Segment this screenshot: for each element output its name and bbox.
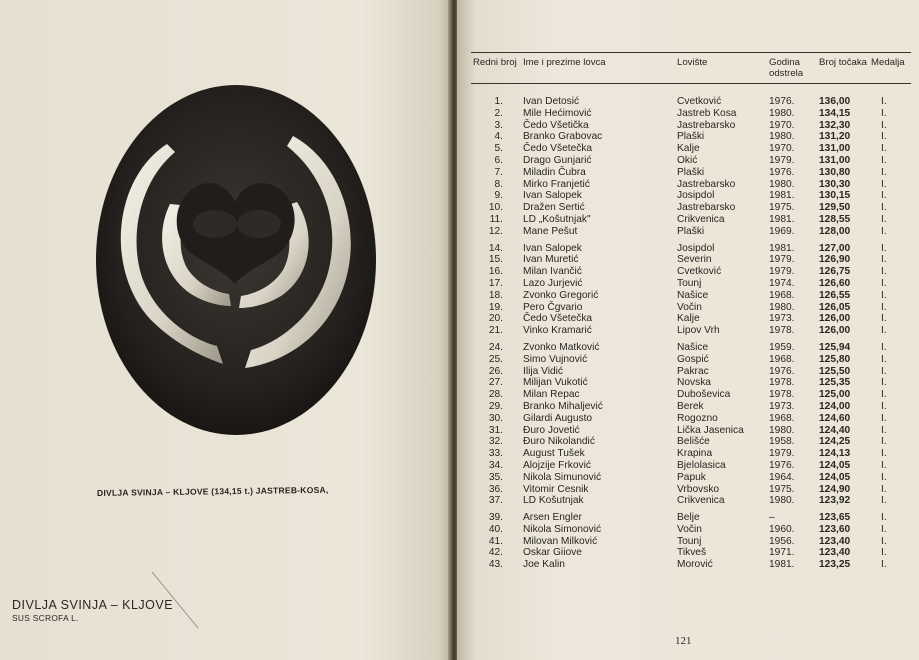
cell-year: 1979. [769,154,795,166]
cell-points: 126,60 [819,277,851,289]
cell-points: 128,00 [819,225,851,237]
table-row [471,377,911,389]
table-row [471,484,911,496]
table-row [471,354,911,366]
cell-area: Bjelolasica [677,459,726,471]
table-row [471,278,911,290]
cell-area: Josipdol [677,190,715,202]
cell-name: Branko Grabovac [523,131,603,143]
cell-no: 30. [488,412,503,424]
cell-year: 1968. [769,353,795,365]
cell-no: 19. [488,301,503,313]
cell-points: 125,80 [819,353,851,365]
cell-medal: I. [881,459,887,471]
cell-area: Plaški [677,225,705,237]
table-row [471,155,911,167]
cell-year: 1981. [769,213,795,225]
cell-year: 1980. [769,301,795,313]
cell-no: 35. [488,471,503,483]
cell-no: 26. [488,365,503,377]
cell-medal: I. [881,190,887,202]
cell-medal: I. [881,96,887,107]
cell-name: Milijan Vukotić [523,377,588,389]
cell-area: Morović [677,559,713,571]
cell-name: Mirko Franjetić [523,178,590,190]
cell-medal: I. [881,341,887,353]
cell-year: 1973. [769,313,795,325]
cell-name: Ilija Vidić [523,365,564,377]
cell-name: Mile Hećimović [523,107,592,119]
table-row [471,507,911,524]
cell-no: 28. [488,389,503,401]
cell-area: Novska [677,377,711,389]
cell-year: 1980. [769,424,795,436]
cell-name: Ivan Salopek [523,242,582,254]
cell-medal: I. [881,131,887,143]
cell-points: 124,25 [819,436,851,448]
table-row [471,536,911,548]
cell-points: 129,50 [819,202,851,214]
cell-area: Rogozno [677,412,718,424]
section-subtitle: SUS SCROFA L. [12,613,79,623]
cell-no: 4. [494,131,503,143]
cell-year: 1958. [769,436,795,448]
header-points: Broj točaka [817,53,869,84]
table-spacer [471,84,911,97]
cell-medal: I. [881,353,887,365]
cell-area: Severin [677,254,712,266]
table-row [471,131,911,143]
table-row [471,448,911,460]
header-no: Redni broj [471,53,521,84]
cell-points: 127,00 [819,242,851,254]
table-row [471,120,911,132]
table-row [471,143,911,155]
cell-points: 124,05 [819,459,851,471]
cell-points: 124,05 [819,471,851,483]
cell-no: 15. [488,254,503,266]
cell-area: Jastrebarsko [677,178,736,190]
cell-no: 27. [488,377,503,389]
cell-no: 3. [494,119,503,131]
table-row [471,460,911,472]
cell-year: 1968. [769,412,795,424]
cell-area: Tounj [677,277,702,289]
table-row [471,190,911,202]
cell-area: Okić [677,154,698,166]
cell-name: LD Košutnjak [523,495,584,507]
cell-year: 1981. [769,559,795,571]
cell-area: Belišće [677,436,710,448]
cell-year: 1980. [769,107,795,119]
table-row [471,389,911,401]
cell-name: Zvonko Matković [523,341,600,353]
cell-area: Crikvenica [677,213,725,225]
cell-no: 37. [488,495,503,507]
table-row [471,425,911,437]
cell-no: 39. [488,512,503,524]
cell-year: 1979. [769,448,795,460]
cell-medal: I. [881,559,887,571]
table-row [471,401,911,413]
cell-name: Vinko Kramarić [523,325,592,337]
table-row [471,313,911,325]
cell-medal: I. [881,266,887,278]
cell-name: Joe Kalin [523,559,565,571]
cell-area: Josipdol [677,242,715,254]
cell-name: Nikola Simonović [523,523,602,535]
table-row [471,226,911,238]
cell-medal: I. [881,471,887,483]
cell-points: 126,05 [819,301,851,313]
cell-points: 125,35 [819,377,851,389]
cell-points: 124,90 [819,483,851,495]
cell-year: 1978. [769,325,795,337]
table-row [471,238,911,255]
cell-medal: I. [881,178,887,190]
table-row [471,524,911,536]
table-row [471,436,911,448]
cell-name: Arsen Engler [523,512,582,524]
cell-year: 1979. [769,254,795,266]
cell-no: 31. [488,424,503,436]
cell-area: Našice [677,289,709,301]
cell-medal: I. [881,325,887,337]
cell-medal: I. [881,202,887,214]
cell-area: Vrbovsko [677,483,720,495]
cell-no: 5. [494,143,503,155]
cell-medal: I. [881,424,887,436]
table-row [471,337,911,354]
cell-name: Zvonko Gregorić [523,289,599,301]
cell-points: 126,00 [819,325,851,337]
cell-year: 1976. [769,96,795,107]
cell-medal: I. [881,535,887,547]
table-row [471,167,911,179]
table-header [471,53,911,84]
cell-no: 16. [488,266,503,278]
cell-no: 12. [488,225,503,237]
cell-medal: I. [881,523,887,535]
cell-name: Alojzije Frković [523,459,591,471]
cell-area: Lička Jasenica [677,424,744,436]
cell-name: Čedo Všetečka [523,313,593,325]
header-name: Ime i prezime lovca [521,53,675,84]
cell-medal: I. [881,166,887,178]
cell-area: Jastrebarsko [677,119,736,131]
cell-medal: I. [881,512,887,524]
cell-area: Vočin [677,301,702,313]
cell-points: 124,13 [819,448,851,460]
cell-medal: I. [881,448,887,460]
cell-year: 1968. [769,289,795,301]
cell-name: Miladin Čubra [523,166,586,178]
cell-points: 125,94 [819,341,851,353]
cell-year: 1974. [769,277,795,289]
cell-year: 1956. [769,535,795,547]
cell-name: Pero Čgvario [523,301,583,313]
cell-year: 1980. [769,178,795,190]
cell-name: Ivan Salopek [523,190,582,202]
cell-year: 1976. [769,459,795,471]
cell-points: 130,15 [819,190,851,202]
cell-points: 132,30 [819,119,851,131]
cell-area: Vočin [677,523,702,535]
table-row [471,547,911,559]
cell-year: 1980. [769,495,795,507]
cell-name: Drago Gunjarić [523,154,592,166]
table-row [471,413,911,425]
cell-medal: I. [881,389,887,401]
cell-points: 136,00 [819,96,851,107]
cell-year: 1978. [769,389,795,401]
cell-year: 1980. [769,131,795,143]
cell-no: 6. [494,154,503,166]
cell-no: 41. [488,535,503,547]
cell-points: 124,60 [819,412,851,424]
section-title: DIVLJA SVINJA – KLJOVE [12,598,174,612]
cell-medal: I. [881,277,887,289]
cell-medal: I. [881,119,887,131]
cell-points: 131,00 [819,143,851,155]
cell-year: 1981. [769,190,795,202]
cell-name: August Tušek [523,448,585,460]
cell-year: 1979. [769,266,795,278]
cell-no: 33. [488,448,503,460]
cell-medal: I. [881,254,887,266]
cell-area: Tikveš [677,547,707,559]
cell-area: Jastreb Kosa [677,107,737,119]
cell-name: Mane Pešut [523,225,578,237]
cell-points: 130,30 [819,178,851,190]
cell-no: 7. [494,166,503,178]
cell-year: 1971. [769,547,795,559]
cell-year: 1964. [769,471,795,483]
cell-medal: I. [881,154,887,166]
trophy-table [471,52,911,571]
cell-area: Kalje [677,143,700,155]
cell-name: Gilardi Augusto [523,412,593,424]
cell-name: Simo Vujnović [523,353,588,365]
cell-name: Đuro Jovetić [523,424,580,436]
cell-area: Cvetković [677,266,722,278]
cell-medal: I. [881,289,887,301]
cell-points: 131,00 [819,154,851,166]
cell-year: 1960. [769,523,795,535]
table-row [471,495,911,507]
cell-medal: I. [881,436,887,448]
cell-medal: I. [881,495,887,507]
cell-area: Cvetković [677,96,722,107]
cell-medal: I. [881,377,887,389]
photo-caption: DIVLJA SVINJA – KLJOVE (134,15 t.) JASTREB-KOSA, [96,484,329,498]
cell-name: Nikola Simunović [523,471,602,483]
cell-year: 1981. [769,242,795,254]
cell-medal: I. [881,213,887,225]
page-number: 121 [675,635,692,647]
cell-points: 123,60 [819,523,851,535]
cell-name: Ivan Muretić [523,254,579,266]
cell-points: 126,00 [819,313,851,325]
cell-area: Plaški [677,166,705,178]
table-row [471,254,911,266]
table-row [471,214,911,226]
cell-name: Đuro Nikolandić [523,436,595,448]
cell-year: 1975. [769,202,795,214]
cell-medal: I. [881,483,887,495]
boar-tusks-photo [95,84,377,437]
cell-points: 123,92 [819,495,851,507]
cell-area: Pakrac [677,365,709,377]
cell-year: 1959. [769,341,795,353]
cell-points: 123,65 [819,512,851,524]
table-row [471,302,911,314]
cell-year: 1975. [769,483,795,495]
cell-year: 1969. [769,225,795,237]
cell-no: 8. [494,178,503,190]
cell-no: 14. [488,242,503,254]
cell-no: 25. [488,353,503,365]
cell-no: 34. [488,459,503,471]
cell-area: Duboševica [677,389,731,401]
cell-no: 29. [488,400,503,412]
cell-year: 1976. [769,166,795,178]
cell-no: 42. [488,547,503,559]
cell-points: 123,40 [819,547,851,559]
cell-no: 9. [494,190,503,202]
table-row [471,108,911,120]
table-row [471,179,911,191]
cell-year: 1970. [769,143,795,155]
cell-medal: I. [881,225,887,237]
table-body [471,84,911,572]
cell-area: Jastrebarsko [677,202,736,214]
cell-name: Čedo Všetečka [523,143,593,155]
cell-points: 123,25 [819,559,851,571]
cell-medal: I. [881,365,887,377]
cell-medal: I. [881,547,887,559]
header-year: Godina odstrela [767,53,817,84]
cell-no: 21. [488,325,503,337]
cell-name: Milan Ivančić [523,266,582,278]
cell-name: Oskar Giiove [523,547,582,559]
cell-area: Lipov Vrh [677,325,720,337]
cell-points: 126,75 [819,266,851,278]
cell-name: Vitomir Cesnik [523,483,589,495]
cell-area: Našice [677,341,709,353]
table-row [471,290,911,302]
cell-area: Plaški [677,131,705,143]
table-row [471,366,911,378]
cell-name: Čedo Všetička [523,119,589,131]
cell-no: 10. [488,202,503,214]
cell-no: 2. [494,107,503,119]
cell-year: 1976. [769,365,795,377]
cell-area: Gospić [677,353,709,365]
cell-area: Crikvenica [677,495,725,507]
table-row [471,266,911,278]
cell-points: 131,20 [819,131,851,143]
cell-points: 128,55 [819,213,851,225]
cell-medal: I. [881,313,887,325]
cell-no: 11. [489,213,503,225]
cell-name: Milan Repac [523,389,580,401]
cell-no: 17. [488,277,503,289]
header-medal: Medalja [869,53,911,84]
cell-points: 124,40 [819,424,851,436]
cell-points: 130,80 [819,166,851,178]
cell-name: Dražen Sertić [523,202,585,214]
cell-points: 125,50 [819,365,851,377]
table-row [471,559,911,571]
table-row [471,202,911,214]
cell-medal: I. [881,412,887,424]
cell-medal: I. [881,301,887,313]
cell-points: 126,90 [819,254,851,266]
cell-points: 134,15 [819,107,851,119]
cell-no: 36. [488,483,503,495]
cell-no: 1. [494,96,503,107]
cell-points: 123,40 [819,535,851,547]
table-row [471,472,911,484]
cell-area: Tounj [677,535,702,547]
table-row [471,325,911,337]
cell-area: Krapina [677,448,713,460]
cell-points: 124,00 [819,400,851,412]
cell-no: 20. [488,313,503,325]
cell-year: 1978. [769,377,795,389]
cell-name: Milovan Milković [523,535,598,547]
cell-medal: I. [881,143,887,155]
header-area: Lovište [675,53,767,84]
cell-no: 24. [488,341,503,353]
table-row [471,96,911,108]
cell-year: 1970. [769,119,795,131]
left-page [0,0,452,660]
cell-area: Belje [677,512,700,524]
cell-name: Branko Mihaljević [523,400,603,412]
cell-name: LD „Košutnjak" [523,213,591,225]
cell-no: 18. [488,289,503,301]
cell-points: 125,00 [819,389,851,401]
cell-no: 43. [488,559,503,571]
cell-area: Berek [677,400,704,412]
cell-year: 1973. [769,400,795,412]
cell-no: 32. [488,436,503,448]
cell-no: 40. [488,523,503,535]
cell-area: Kalje [677,313,700,325]
cell-medal: I. [881,242,887,254]
cell-name: Lazo Jurjević [523,277,583,289]
cell-name: Ivan Detosić [523,96,580,107]
cell-medal: I. [881,400,887,412]
cell-area: Papuk [677,471,706,483]
cell-year: – [769,512,775,524]
cell-medal: I. [881,107,887,119]
cell-points: 126,55 [819,289,851,301]
